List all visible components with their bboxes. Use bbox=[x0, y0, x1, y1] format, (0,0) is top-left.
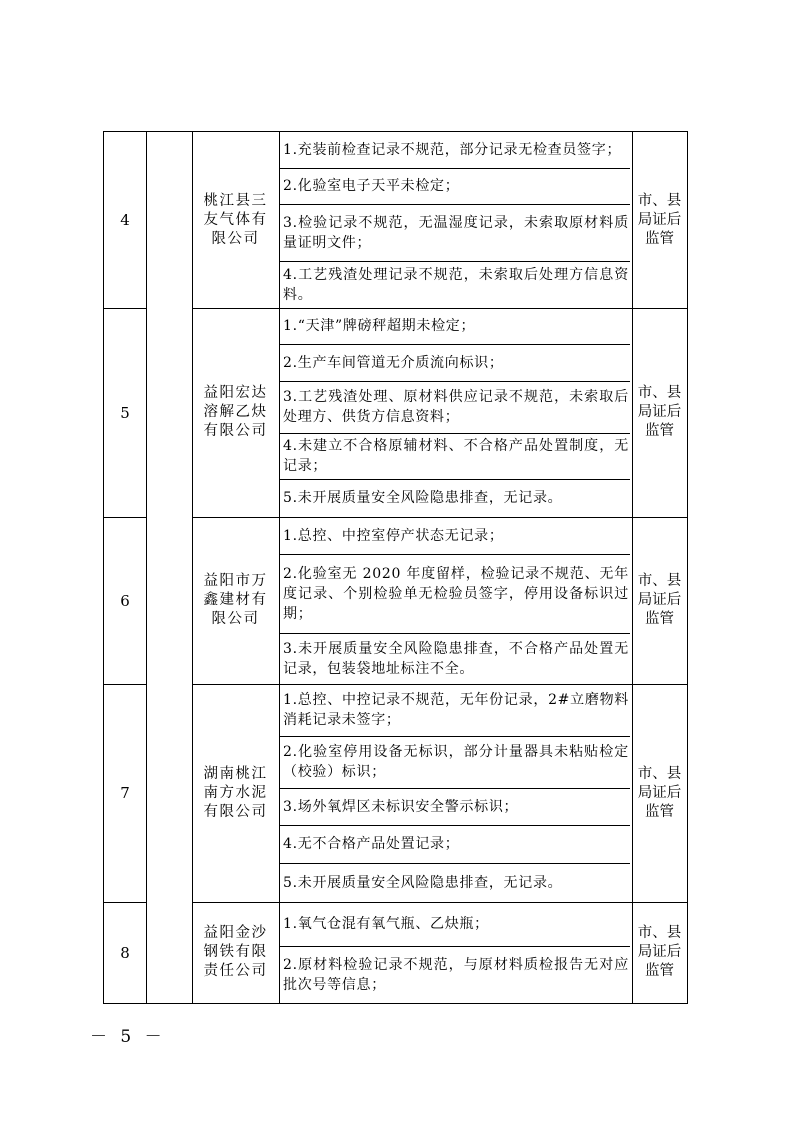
issue-item: 1.充装前检查记录不规范，部分记录无检查员签字； bbox=[283, 142, 622, 158]
row-number: 5 bbox=[120, 403, 130, 422]
issue-item: 1.总控、中控记录不规范，无年份记录，2#立磨物料消耗记录未签字； bbox=[283, 692, 629, 728]
issue-item: 2.化验室无 2020 年度留样，检验记录不规范、无年度记录、个别检验单无检验员签字，停用设备标识过期； bbox=[283, 565, 629, 622]
column-divider bbox=[146, 132, 147, 1003]
supervision-dept: 市、县局证后监管 bbox=[637, 385, 682, 439]
supervision-dept: 市、县局证后监管 bbox=[637, 573, 682, 627]
page-number: － 5 － bbox=[90, 1027, 166, 1047]
issue-item: 1.“天津”牌磅秤超期未检定； bbox=[283, 318, 476, 334]
issue-item: 2.化验室电子天平未检定； bbox=[283, 178, 460, 194]
issue-item: 2.原材料检验记录不规范，与原材料质检报告无对应批次号等信息； bbox=[283, 956, 629, 993]
supervision-dept: 市、县局证后监管 bbox=[637, 765, 682, 820]
issue-item: 3.未开展质量安全风险隐患排查，不合格产品处置无记录，包装袋地址标注不全。 bbox=[283, 640, 629, 677]
inspection-table bbox=[103, 131, 688, 1004]
issue-item: 4.未建立不合格原辅材料、不合格产品处置制度，无记录； bbox=[283, 438, 629, 474]
issue-item: 5.未开展质量安全风险隐患排查，无记录。 bbox=[283, 874, 563, 891]
issue-item: 1.氧气仓混有氧气瓶、乙炔瓶； bbox=[283, 916, 489, 932]
supervision-dept: 市、县局证后监管 bbox=[637, 192, 682, 247]
row-number: 7 bbox=[120, 784, 130, 802]
issue-item: 5.未开展质量安全风险隐患排查，无记录。 bbox=[283, 490, 563, 506]
company-name: 益阳金沙钢铁有限责任公司 bbox=[203, 925, 268, 979]
issue-item: 3.工艺残渣处理、原材料供应记录不规范，未索取后处理方、供货方信息资料； bbox=[283, 389, 629, 425]
company-name: 湖南桃江南方水泥有限公司 bbox=[203, 765, 268, 820]
company-name: 益阳宏达溶解乙炔有限公司 bbox=[203, 385, 268, 439]
issue-item: 2.生产车间管道无介质流向标识； bbox=[283, 354, 504, 371]
supervision-dept: 市、县局证后监管 bbox=[637, 925, 682, 979]
issue-item: 4.无不合格产品处置记录； bbox=[283, 836, 460, 852]
company-name: 桃江县三友气体有限公司 bbox=[203, 192, 268, 247]
issue-item: 2.化验室停用设备无标识，部分计量器具未粘贴检定（校验）标识； bbox=[283, 744, 629, 780]
issue-item: 3.检验记录不规范，无温湿度记录，未索取原材料质量证明文件； bbox=[283, 214, 629, 251]
issue-item: 1.总控、中控室停产状态无记录； bbox=[283, 527, 504, 544]
row-number: 8 bbox=[120, 943, 130, 962]
issue-item: 3.场外氧焊区未标识安全警示标识； bbox=[283, 798, 519, 815]
row-number: 6 bbox=[120, 591, 130, 610]
company-name: 益阳市万鑫建材有限公司 bbox=[203, 573, 268, 627]
issue-item: 4.工艺残渣处理记录不规范，未索取后处理方信息资料。 bbox=[283, 266, 629, 303]
row-number: 4 bbox=[120, 211, 130, 229]
